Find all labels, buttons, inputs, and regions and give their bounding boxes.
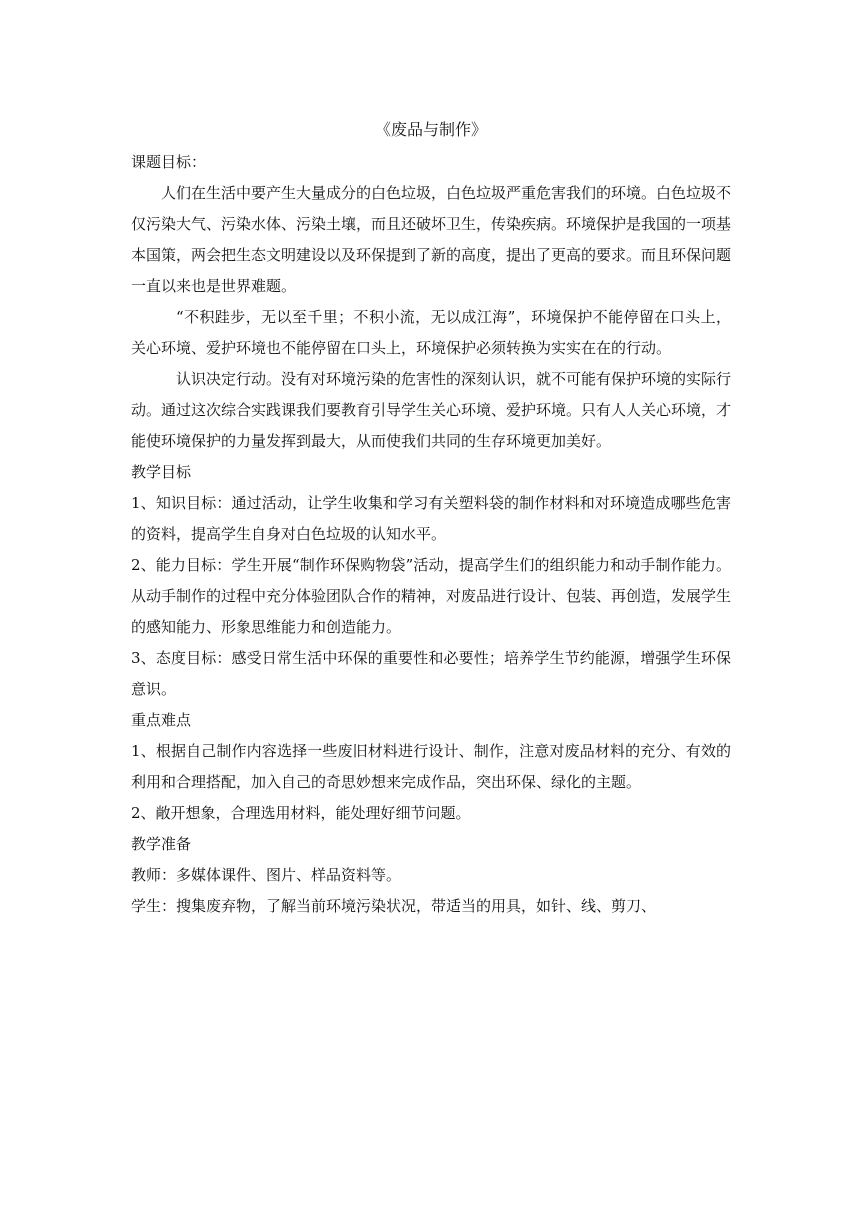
preparation-teacher: 教师：多媒体课件、图片、样品资料等。 <box>131 866 402 884</box>
goal-knowledge: 1、知识目标：通过活动，让学生收集和学习有关塑料袋的制作材料和对环境造成哪些危害的资料，提高学生自身对白色垃圾的认知水平。 <box>131 494 731 543</box>
goal-ability: 2、能力目标：学生开展“制作环保购物袋”活动，提高学生们的组织能力和动手制作能力。从动手制作的过程中充分体验团队合作的精神，对废品进行设计、包装、再创造，发展学生的感知能力、形象思维能力和创造能力。 <box>131 556 732 636</box>
key-point-2: 2、敞开想象，合理选用材料，能处理好细节问题。 <box>131 804 471 822</box>
section-heading-preparation: 教学准备 <box>131 835 192 853</box>
preparation-student: 学生：搜集废弃物，了解当前环境污染状况，带适当的用具，如针、线、剪刀、 <box>131 897 657 915</box>
key-point-1: 1、根据自己制作内容选择一些废旧材料进行设计、制作，注意对废品材料的充分、有效的利用和合理搭配，加入自己的奇思妙想来完成作品，突出环保、绿化的主题。 <box>131 742 731 791</box>
paragraph-white-garbage: 人们在生活中要产生大量成分的白色垃圾，白色垃圾严重危害我们的环境。白色垃圾不仅污染大气、污染水体、污染土壤，而且还破坏卫生，传染疾病。环境保护是我国的一项基本国策，两会把生态文明建设以及环保提到了新的高度，提出了更高的要求。而且环保问题一直以来也是世界难题。 <box>131 184 732 295</box>
document-title: 《废品与制作》 <box>374 120 487 139</box>
paragraph-awareness: 认识决定行动。没有对环境污染的危害性的深刻认识，就不可能有保护环境的实际行动。通过这次综合实践课我们要教育引导学生关心环境、爱护环境。只有人人关心环境，才能使环境保护的力量发挥到最大，从而使我们共同的生存环境更加美好。 <box>131 370 732 450</box>
paragraph-proverb: “不积跬步，无以至千里；不积小流，无以成江海”，环境保护不能停留在口头上，关心环境、爱护环境也不能停留在口头上，环境保护必须转换为实实在在的行动。 <box>131 308 731 357</box>
section-heading-key-points: 重点难点 <box>131 711 192 729</box>
section-heading-teaching-goal: 教学目标 <box>131 463 192 481</box>
goal-attitude: 3、态度目标：感受日常生活中环保的重要性和必要性；培养学生节约能源，增强学生环保意识。 <box>131 649 731 698</box>
section-heading-objective: 课题目标： <box>131 153 207 171</box>
document-body <box>131 116 731 922</box>
